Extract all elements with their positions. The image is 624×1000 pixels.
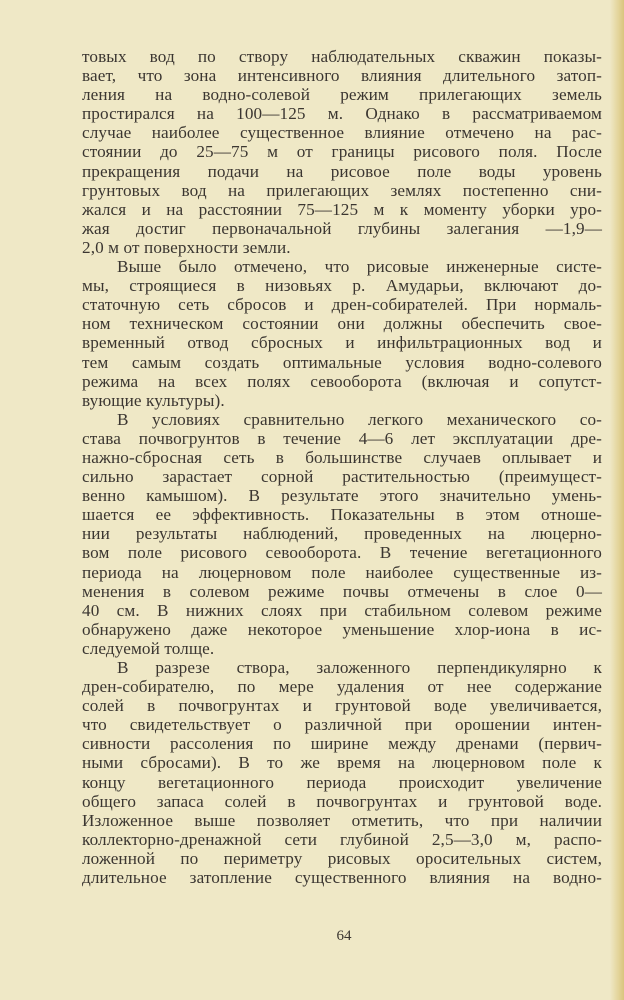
text-line: длительное затопление существенного влияния на водно- xyxy=(82,868,602,888)
page-number: 64 xyxy=(336,928,352,944)
text-line: случае наиболее существенное влияние отмечено на рас- xyxy=(82,123,602,143)
text-line: ложенной по периметру рисовых оросительных систем, xyxy=(82,848,602,868)
text-line: В разрезе створа, заложенного перпендикулярно к xyxy=(117,658,602,677)
text-line: В условиях сравнительно легкого механического со- xyxy=(117,409,602,429)
text-line: общего запаса солей в почвогрунтах и грунтовой воде. xyxy=(82,791,602,811)
text-line: прекращения подачи на рисовое поле воды уровень xyxy=(82,161,602,181)
text-line: Изложенное выше позволяет отметить, что при наличии xyxy=(82,810,602,830)
text-line: товых вод по створу наблюдательных скважин показы- xyxy=(82,47,602,66)
text-line: ными сбросами). В то же время на люцерновом поле к xyxy=(82,753,602,773)
text-line: Выше было отмечено, что рисовые инженерные систе- xyxy=(117,257,602,277)
text-line: режима на всех полях севооборота (включая и сопутст- xyxy=(82,371,602,391)
text-line: стоянии до 25—75 м от границы рисового поля. После xyxy=(82,142,602,162)
text-line: что свидетельствует о различной при орошении интен- xyxy=(82,715,602,735)
text-line: коллекторно-дренажной сети глубиной 2,5—3,0 м, распо- xyxy=(82,829,602,849)
paragraph xyxy=(82,410,602,658)
paragraph xyxy=(82,47,602,257)
text-line: грунтовых вод на прилегающих землях постепенно сни- xyxy=(82,180,602,200)
text-line: 2,0 м от поверхности земли. xyxy=(82,237,291,257)
text-line: мы, строящиеся в низовьях р. Амударьи, включают до- xyxy=(82,276,602,296)
text-line: вующие культуры). xyxy=(82,390,225,410)
text-line: солей в почвогрунтах и грунтовой воде увеличивается, xyxy=(82,696,602,716)
text-line: тем самым создать оптимальные условия водно-солевого xyxy=(82,352,602,372)
paragraph xyxy=(82,658,602,887)
text-line: жая достиг первоначальной глубины залегания —1,9— xyxy=(82,218,602,238)
text-line: жался и на расстоянии 75—125 м к моменту уборки уро- xyxy=(82,199,602,219)
page-edge-shadow xyxy=(610,0,624,1000)
text-line: 40 см. В нижних слоях при стабильном солевом режиме xyxy=(82,600,602,620)
text-line: обнаружено даже некоторое уменьшение хлор-иона в ис- xyxy=(82,619,602,639)
text-line: менения в солевом режиме почвы отмечены в слое 0— xyxy=(82,581,602,601)
text-line: простирался на 100—125 м. Однако в рассматриваемом xyxy=(82,104,602,124)
text-line: временный отвод сбросных и инфильтрационных вод и xyxy=(82,333,602,353)
text-line: шается ее эффективность. Показательны в этом отноше- xyxy=(82,505,602,525)
text-line: вом поле рисового севооборота. В течение вегетационного xyxy=(82,543,602,563)
text-line: вает, что зона интенсивного влияния длительного затоп- xyxy=(82,66,602,86)
text-line: сивности рассоления по ширине между дренами (первич- xyxy=(82,734,602,754)
text-line: нии результаты наблюдений, проведенных на люцерно- xyxy=(82,524,602,544)
text-line: периода на люцерновом поле наиболее существенные из- xyxy=(82,562,602,582)
text-line: статочную сеть сбросов и дрен-собирателей. При нормаль- xyxy=(82,295,602,315)
text-line: дрен-собирателю, по мере удаления от нее содержание xyxy=(82,677,602,697)
paragraph xyxy=(82,257,602,410)
text-line: ления на водно-солевой режим прилегающих земель xyxy=(82,85,602,105)
text-line: става почвогрунтов в течение 4—6 лет эксплуатации дре- xyxy=(82,428,602,448)
text-line: нажно-сбросная сеть в большинстве случаев оплывает и xyxy=(82,447,602,467)
text-line: венно камышом). В результате этого значительно умень- xyxy=(82,486,602,506)
text-line: ном техническом состоянии они должны обеспечить свое- xyxy=(82,314,602,334)
text-line: сильно зарастает сорной растительностью (преимущест- xyxy=(82,467,602,487)
text-line: концу вегетационного периода происходит увеличение xyxy=(82,772,602,792)
body-text xyxy=(82,47,602,887)
text-line: следуемой толще. xyxy=(82,638,215,658)
